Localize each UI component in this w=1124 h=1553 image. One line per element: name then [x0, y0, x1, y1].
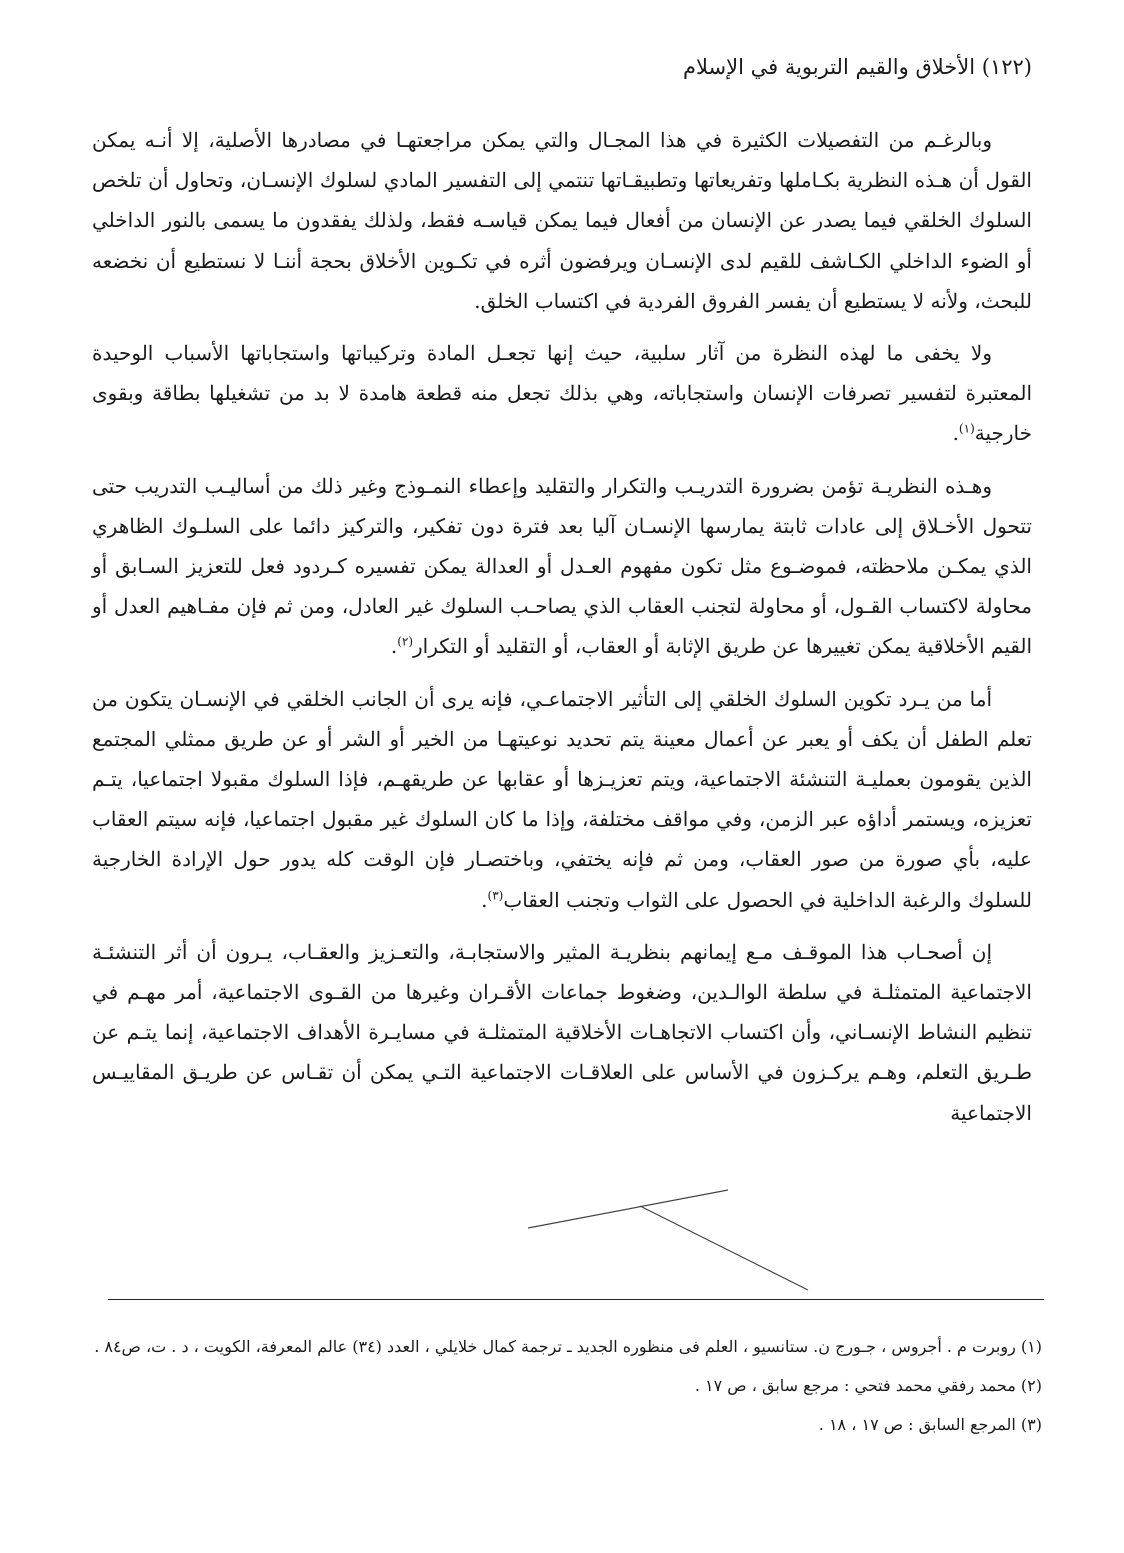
page-number: (١٢٢)	[981, 55, 1032, 79]
paragraph-text: وهـذه النظريـة تؤمن بضرورة التدريـب والتكرار والتقليد وإعطاء النمـوذج وغير ذلك من أساليـب التدريب حتى تتحول الأخـلاق إلى عادات ثابتة يمارسها الإنسـان آليا بعد فترة دون تفكير، والتركيز دائما على السلـوك الظاهري الذي يمكـن ملاحظته، فموضـوع مثل تكون مفهوم العـدل أو العدالة يمكن تفسيره كـردود فعل للتعزيز السـابق أو محاولة لاكتساب القـول، أو محاولة لتجنب العقاب الذي يصاحـب السلوك غير العادل، ومن ثم فإن مفـاهيم العدل أو القيم الأخلاقية يمكن تغييرها عن طريق الإثابة أو العقاب، أو التقليد أو التكرار	[92, 473, 1032, 659]
paragraph-text: إن أصحـاب هذا الموقـف مـع إيمانهم بنظريـة المثير والاستجابـة، والتعـزيز والعقـاب، يـرون أن أثر التنشئـة الاجتماعية المتمثلـة في سلطة الوالـدين، وضغوط جماعات الأقـران وغيرها من القـوى الاجتماعية، أمر مهـم في تنظيم النشاط الإنسـاني، وأن اكتساب الاتجاهـات الأخلاقية المتمثلـة في مسايـرة الأهداف الاجتماعية، إنما يتـم عن طـريق التعلم، وهـم يركـزون في الأساس على العلاقـات الاجتماعية التـي يمكن أن تقـاس عن طريـق المقاييـس الاجتماعية	[92, 939, 1032, 1125]
paragraph: ولا يخفى ما لهذه النظرة من آثار سلبية، حيث إنها تجعـل المادة وتركيباتها واستجاباتها الأسباب الوحيدة المعتبرة لتفسير تصرفات الإنسان واستجاباته، وهي بذلك تجعل منه قطعة هامدة لا بد من تشغيلها بطاقة وبقوى خارجية$^{(١)}$.	[92, 341, 1032, 446]
book-title: الأخلاق والقيم التربوية في الإسلام	[683, 55, 976, 79]
paragraph-text: أما من يـرد تكوين السلوك الخلقي إلى التأثير الاجتماعـي، فإنه يرى أن الجانب الخلقي في الإنسـان يتكون من تعلم الطفل أن يكف أو يعبر عن أعمال معينة يتم تحديد نوعيتهـا من الخير أو الشر أو عن طريق ممثلي المجتمع الذين يقومون بعمليـة التنشئة الاجتماعية، ويتم تعزيـزها أو عقابها عن طريقهـم، فإذا السلوك مقبولا اجتماعيا، يتـم تعزيزه، ويستمر أداؤه عبر الزمن، وفي مواقف مختلفة، وإذا ما كان السلوك غير مقبول اجتماعيا، فإنه سيتم العقاب عليه، بأي صورة من صور العقاب، ومن ثم فإنه يختفي، وباختصـار فإن الوقت كله يدور حول الإرادة الخارجية للسلوك والرغبة الداخلية في الحصول على الثواب وتجنب العقاب	[92, 686, 1032, 912]
footnote-divider	[108, 1299, 1044, 1300]
footnote-marker: (١)	[1020, 1337, 1042, 1356]
footnotes	[92, 1330, 1042, 1447]
paragraph: وهـذه النظريـة تؤمن بضرورة التدريـب والتكرار والتقليد وإعطاء النمـوذج وغير ذلك من أساليـب التدريب حتى تتحول الأخـلاق إلى عادات ثابتة يمارسها الإنسـان آليا بعد فترة دون تفكير، والتركيز دائما على السلـوك الظاهري الذي يمكـن ملاحظته، فموضـوع مثل تكون مفهوم العـدل أو العدالة يمكن تفسيره كـردود فعل للتعزيز السـابق أو محاولة لاكتساب القـول، أو محاولة لتجنب العقاب الذي يصاحـب السلوك غير العادل، ومن ثم فإن مفـاهيم العدل أو القيم الأخلاقية يمكن تغييرها عن طريق الإثابة أو العقاب، أو التقليد أو التكرار$^{(٢)}$.	[92, 473, 1032, 659]
footnote-marker: (٢)	[1020, 1376, 1042, 1395]
footnote-reference: (٢)	[397, 634, 414, 649]
footnote-reference: (٣)	[487, 888, 504, 902]
paragraph-text: وبالرغـم من التفصيلات الكثيرة في هذا المجـال والتي يمكن مراجعتهـا في مصادرها الأصلية، إلا أنـه يمكن القول أن هـذه النظرية بكـاملها وتفريعاتها وتطبيقـاتها تنتمي إلى التفسير المادي لسلوك الإنسـان، وتحاول أن تلخص السلوك الخلقي فيما يصدر عن الإنسان من أفعال فيما يمكن قياسـه فقط، ولذلك يفقدون ما يسمى بالنور الداخلي أو الضوء الداخلي الكـاشف للقيم لدى الإنسـان ويرفضون أثره في تكـوين الأخلاق بحجة أننـا لا نستطيع أن نخضعه للبحث، ولأنه لا يستطيع أن يفسر الفروق الفردية في اكتساب الخلق.	[92, 128, 1032, 313]
paragraph	[92, 120, 1032, 321]
footnote-marker: (٣)	[1020, 1415, 1042, 1434]
footnote-reference: (١)	[958, 421, 975, 436]
footnote-text: محمد رفقي محمد فتحي : مرجع سابق ، ص ١٧ .	[694, 1376, 1016, 1395]
body-text	[92, 120, 1032, 1133]
footnote-item	[92, 1369, 1042, 1402]
footnote-item	[92, 1330, 1042, 1363]
paragraph: أما من يـرد تكوين السلوك الخلقي إلى التأثير الاجتماعـي، فإنه يرى أن الجانب الخلقي في الإنسـان يتكون من تعلم الطفل أن يكف أو يعبر عن أعمال معينة يتم تحديد نوعيتهـا من الخير أو الشر أو عن طريق ممثلي المجتمع الذين يقومون بعمليـة التنشئة الاجتماعية، ويتم تعزيـزها أو عقابها عن طريقهـم، فإذا السلوك مقبولا اجتماعيا، يتـم تعزيزه، ويستمر أداؤه عبر الزمن، وفي مواقف مختلفة، وإذا ما كان السلوك غير مقبول اجتماعيا، فإنه سيتم العقاب عليه، بأي صورة من صور العقاب، ومن ثم فإنه يختفي، وباختصـار فإن الوقت كله يدور حول الإرادة الخارجية للسلوك والرغبة الداخلية في الحصول على الثواب وتجنب العقاب$^{(٣)}$.	[92, 686, 1032, 912]
running-header	[683, 52, 1032, 82]
footnote-text: روبرت م . أجروس ، جـورج ن. ستانسيو ، العلم فى منظوره الجديد ـ ترجمة كمال خلايلي ، العدد (٣٤) عالم المعرفة، الكويت ، د . ت، ص٨٤ .	[94, 1337, 1016, 1356]
footnote-item	[92, 1408, 1042, 1441]
paragraph-text: ولا يخفى ما لهذه النظرة من آثار سلبية، حيث إنها تجعـل المادة وتركيباتها واستجاباتها الأسباب الوحيدة المعتبرة لتفسير تصرفات الإنسان واستجاباته، وهي بذلك تجعل منه قطعة هامدة لا بد من تشغيلها بطاقة وبقوى خارجية	[92, 341, 1032, 446]
footnote-text: المرجع السابق : ص ١٧ ، ١٨ .	[818, 1415, 1016, 1434]
paragraph	[92, 932, 1032, 1133]
